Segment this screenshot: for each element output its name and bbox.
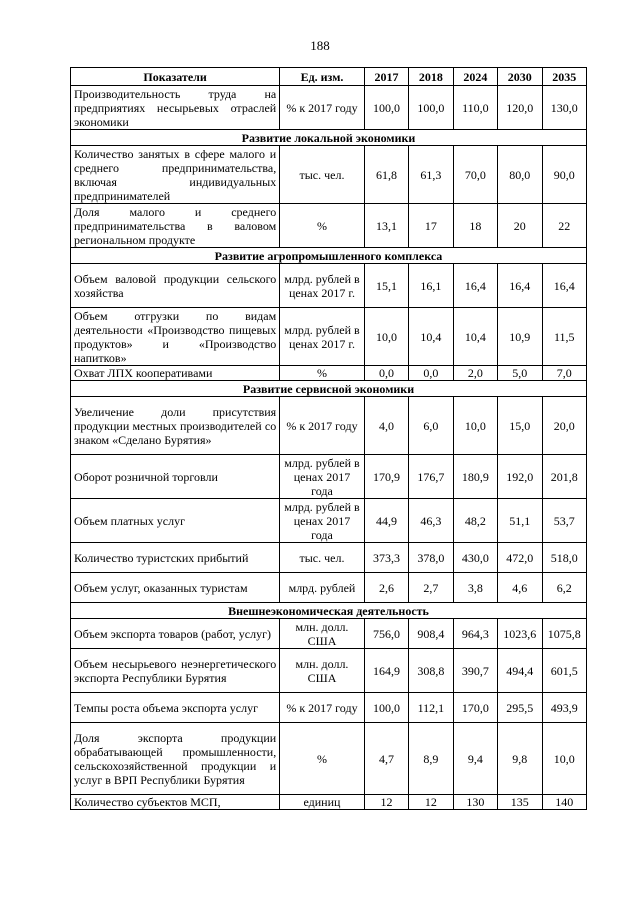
value-cell: 61,3 (409, 146, 453, 204)
indicators-table (70, 67, 587, 810)
header-year: 2030 (498, 68, 542, 86)
value-cell: 964,3 (453, 619, 497, 649)
value-cell: 13,1 (364, 204, 408, 248)
table-row (71, 397, 587, 455)
value-cell: 493,9 (542, 693, 587, 723)
value-cell: 170,0 (453, 693, 497, 723)
unit-cell: млрд. рублей в ценах 2017 года (280, 499, 365, 543)
value-cell: 120,0 (498, 86, 542, 130)
value-cell: 518,0 (542, 543, 587, 573)
table-row (71, 86, 587, 130)
table-row (71, 499, 587, 543)
indicator-cell: Темпы роста объема экспорта услуг (71, 693, 280, 723)
value-cell: 100,0 (364, 693, 408, 723)
value-cell: 472,0 (498, 543, 542, 573)
table-row (71, 204, 587, 248)
unit-cell: тыс. чел. (280, 543, 365, 573)
value-cell: 192,0 (498, 455, 542, 499)
value-cell: 430,0 (453, 543, 497, 573)
value-cell: 9,4 (453, 723, 497, 795)
unit-cell: млрд. рублей в ценах 2017 г. (280, 308, 365, 366)
value-cell: 180,9 (453, 455, 497, 499)
value-cell: 130 (453, 795, 497, 810)
indicator-cell: Объем платных услуг (71, 499, 280, 543)
indicator-cell: Количество занятых в сфере малого и среднего предпринимательства, включая индивидуальных предпринимателей (71, 146, 280, 204)
value-cell: 1075,8 (542, 619, 587, 649)
value-cell: 10,9 (498, 308, 542, 366)
indicator-cell: Количество туристских прибытий (71, 543, 280, 573)
value-cell: 22 (542, 204, 587, 248)
indicator-cell: Доля малого и среднего предпринимательства в валовом региональном продукте (71, 204, 280, 248)
value-cell: 12 (409, 795, 453, 810)
value-cell: 80,0 (498, 146, 542, 204)
table-row (71, 795, 587, 810)
unit-cell: млн. долл. США (280, 649, 365, 693)
value-cell: 0,0 (409, 366, 453, 381)
value-cell: 10,0 (364, 308, 408, 366)
table-body (71, 86, 587, 810)
value-cell: 9,8 (498, 723, 542, 795)
value-cell: 170,9 (364, 455, 408, 499)
table-header-row (71, 68, 587, 86)
value-cell: 90,0 (542, 146, 587, 204)
indicator-cell: Объем несырьевого неэнергетического экспорта Республики Бурятия (71, 649, 280, 693)
unit-cell: млрд. рублей в ценах 2017 г. (280, 264, 365, 308)
value-cell: 12 (364, 795, 408, 810)
value-cell: 100,0 (409, 86, 453, 130)
section-row (71, 381, 587, 397)
unit-cell: единиц (280, 795, 365, 810)
value-cell: 6,2 (542, 573, 587, 603)
value-cell: 44,9 (364, 499, 408, 543)
value-cell: 10,0 (453, 397, 497, 455)
unit-cell: % к 2017 году (280, 397, 365, 455)
value-cell: 100,0 (364, 86, 408, 130)
indicator-cell: Количество субъектов МСП, (71, 795, 280, 810)
value-cell: 5,0 (498, 366, 542, 381)
value-cell: 2,7 (409, 573, 453, 603)
unit-cell: млрд. рублей (280, 573, 365, 603)
unit-cell: млн. долл. США (280, 619, 365, 649)
unit-cell: % (280, 723, 365, 795)
unit-cell: % к 2017 году (280, 693, 365, 723)
table-row (71, 649, 587, 693)
value-cell: 135 (498, 795, 542, 810)
unit-cell: млрд. рублей в ценах 2017 года (280, 455, 365, 499)
header-year: 2024 (453, 68, 497, 86)
unit-cell: % к 2017 году (280, 86, 365, 130)
table-row (71, 264, 587, 308)
value-cell: 10,4 (409, 308, 453, 366)
indicator-cell: Увеличение доли присутствия продукции местных производителей со знаком «Сделано Бурятия» (71, 397, 280, 455)
value-cell: 51,1 (498, 499, 542, 543)
section-title: Развитие агропромышленного комплекса (71, 248, 587, 264)
section-row (71, 248, 587, 264)
header-year: 2018 (409, 68, 453, 86)
value-cell: 176,7 (409, 455, 453, 499)
value-cell: 6,0 (409, 397, 453, 455)
value-cell: 16,4 (542, 264, 587, 308)
section-row (71, 130, 587, 146)
value-cell: 61,8 (364, 146, 408, 204)
value-cell: 201,8 (542, 455, 587, 499)
section-title: Развитие локальной экономики (71, 130, 587, 146)
value-cell: 308,8 (409, 649, 453, 693)
table-row (71, 619, 587, 649)
value-cell: 3,8 (453, 573, 497, 603)
value-cell: 16,4 (453, 264, 497, 308)
table-row (71, 693, 587, 723)
table-row (71, 366, 587, 381)
value-cell: 48,2 (453, 499, 497, 543)
value-cell: 390,7 (453, 649, 497, 693)
value-cell: 494,4 (498, 649, 542, 693)
value-cell: 2,6 (364, 573, 408, 603)
table-row (71, 308, 587, 366)
indicator-cell: Доля экспорта продукции обрабатывающей промышленности, сельскохозяйственной продукции и услуг в ВРП Республики Бурятия (71, 723, 280, 795)
value-cell: 10,0 (542, 723, 587, 795)
unit-cell: тыс. чел. (280, 146, 365, 204)
section-title: Внешнеэкономическая деятельность (71, 603, 587, 619)
value-cell: 1023,6 (498, 619, 542, 649)
value-cell: 4,0 (364, 397, 408, 455)
value-cell: 10,4 (453, 308, 497, 366)
indicator-cell: Объем валовой продукции сельского хозяйства (71, 264, 280, 308)
value-cell: 112,1 (409, 693, 453, 723)
indicator-cell: Производительность труда на предприятиях несырьевых отраслей экономики (71, 86, 280, 130)
value-cell: 8,9 (409, 723, 453, 795)
section-row (71, 603, 587, 619)
header-year: 2017 (364, 68, 408, 86)
value-cell: 11,5 (542, 308, 587, 366)
value-cell: 756,0 (364, 619, 408, 649)
value-cell: 2,0 (453, 366, 497, 381)
indicator-cell: Объем услуг, оказанных туристам (71, 573, 280, 603)
value-cell: 378,0 (409, 543, 453, 573)
value-cell: 110,0 (453, 86, 497, 130)
unit-cell: % (280, 366, 365, 381)
unit-cell: % (280, 204, 365, 248)
value-cell: 20,0 (542, 397, 587, 455)
value-cell: 20 (498, 204, 542, 248)
header-indicators: Показатели (71, 68, 280, 86)
value-cell: 908,4 (409, 619, 453, 649)
value-cell: 7,0 (542, 366, 587, 381)
indicator-cell: Оборот розничной торговли (71, 455, 280, 499)
table-row (71, 573, 587, 603)
table-row (71, 543, 587, 573)
value-cell: 16,1 (409, 264, 453, 308)
value-cell: 18 (453, 204, 497, 248)
indicator-cell: Охват ЛПХ кооперативами (71, 366, 280, 381)
value-cell: 70,0 (453, 146, 497, 204)
value-cell: 53,7 (542, 499, 587, 543)
page-number: 188 (310, 38, 330, 53)
header-unit: Ед. изм. (280, 68, 365, 86)
value-cell: 373,3 (364, 543, 408, 573)
value-cell: 601,5 (542, 649, 587, 693)
value-cell: 15,0 (498, 397, 542, 455)
section-title: Развитие сервисной экономики (71, 381, 587, 397)
value-cell: 130,0 (542, 86, 587, 130)
indicator-cell: Объем отгрузки по видам деятельности «Производство пищевых продуктов» и «Производство напитков» (71, 308, 280, 366)
value-cell: 16,4 (498, 264, 542, 308)
table-row (71, 455, 587, 499)
value-cell: 4,7 (364, 723, 408, 795)
value-cell: 4,6 (498, 573, 542, 603)
value-cell: 0,0 (364, 366, 408, 381)
table-row (71, 723, 587, 795)
value-cell: 164,9 (364, 649, 408, 693)
value-cell: 46,3 (409, 499, 453, 543)
value-cell: 15,1 (364, 264, 408, 308)
value-cell: 140 (542, 795, 587, 810)
header-year: 2035 (542, 68, 587, 86)
table-row (71, 146, 587, 204)
indicator-cell: Объем экспорта товаров (работ, услуг) (71, 619, 280, 649)
value-cell: 17 (409, 204, 453, 248)
value-cell: 295,5 (498, 693, 542, 723)
